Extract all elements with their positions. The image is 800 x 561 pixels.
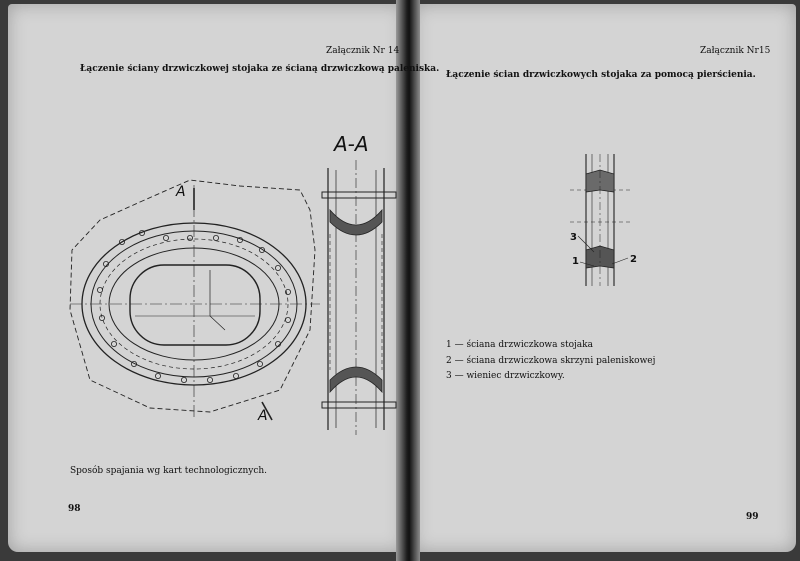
height-dimension [210, 270, 225, 330]
section-label-a-a: A-A [334, 132, 369, 156]
legend-item-2: 2 — ściana drzwiczkowa skrzyni paleniskowej [446, 356, 656, 366]
door-frame-drawing [60, 130, 405, 440]
section-view-a-a [322, 160, 396, 435]
left-footer-note: Sposób spajania wg kart technologicznych. [70, 466, 268, 476]
left-page-number: 98 [68, 504, 81, 514]
annex-label-left: Załącznik Nr 14 [326, 46, 400, 56]
legend-item-3: 3 — wieniec drzwiczkowy. [446, 371, 565, 381]
callout-3: 3 [570, 232, 577, 243]
right-page-title: Łączenie ścian drzwiczkowych stojaka za pomocą pierścienia. [446, 70, 756, 80]
right-page-number: 99 [746, 512, 759, 522]
callout-1: 1 [572, 256, 579, 267]
legend-item-1: 1 — ściana drzwiczkowa stojaka [446, 340, 593, 350]
ring-joint-drawing [570, 150, 640, 290]
callout-2: 2 [630, 254, 637, 265]
left-page-title: Łączenie ściany drzwiczkowej stojaka ze ścianą drzwiczkową paleniska. [80, 64, 440, 74]
door-opening [130, 265, 260, 345]
cut-label-bottom: A [258, 408, 268, 424]
annex-label-right: Załącznik Nr15 [700, 46, 771, 56]
cut-label-top: A [176, 184, 186, 200]
